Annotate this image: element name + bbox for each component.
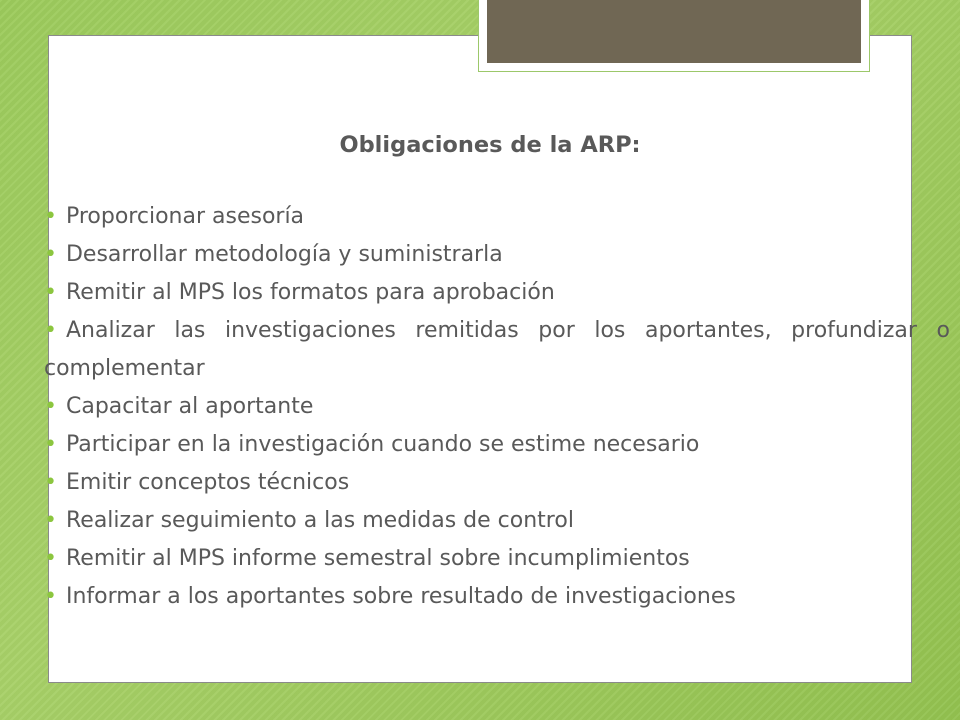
- bullet-item: [44, 578, 950, 616]
- bullet-item: [44, 312, 950, 388]
- bullet-dot-icon: •: [44, 470, 57, 495]
- bullet-text: Participar en la investigación cuando se estime necesario: [65, 432, 700, 457]
- bullet-text: Realizar seguimiento a las medidas de control: [65, 508, 574, 533]
- bullet-item: [44, 502, 950, 540]
- bullet-text: Capacitar al aportante: [65, 394, 314, 419]
- bullet-text: Emitir conceptos técnicos: [65, 470, 350, 495]
- bullet-item: [44, 274, 950, 312]
- bullet-dot-icon: •: [44, 280, 57, 305]
- bullet-text: Remitir al MPS los formatos para aprobación: [65, 280, 555, 305]
- title-tab-block: [487, 0, 861, 63]
- bullet-dot-icon: •: [44, 546, 57, 571]
- bullet-dot-icon: •: [44, 394, 57, 419]
- bullet-text: Informar a los aportantes sobre resultado de investigaciones: [65, 584, 736, 609]
- slide-title: Obligaciones de la ARP:: [339, 132, 641, 158]
- bullet-dot-icon: •: [44, 318, 57, 343]
- bullet-dot-icon: •: [44, 508, 57, 533]
- bullet-list: [44, 198, 950, 616]
- bullet-text: Desarrollar metodología y suministrarla: [65, 242, 503, 267]
- bullet-item: [44, 198, 950, 236]
- bullet-item: [44, 426, 950, 464]
- bullet-dot-icon: •: [44, 242, 57, 267]
- bullet-dot-icon: •: [44, 432, 57, 457]
- bullet-dot-icon: •: [44, 584, 57, 609]
- bullet-text: Analizar las investigaciones remitidas por los aportantes, profundizar o complementar: [44, 318, 950, 381]
- bullet-text: Proporcionar asesoría: [65, 204, 305, 229]
- bullet-item: [44, 464, 950, 502]
- bullet-dot-icon: •: [44, 204, 57, 229]
- bullet-item: [44, 388, 950, 426]
- bullet-item: [44, 540, 950, 578]
- bullet-text: Remitir al MPS informe semestral sobre incumplimientos: [65, 546, 690, 571]
- bullet-item: [44, 236, 950, 274]
